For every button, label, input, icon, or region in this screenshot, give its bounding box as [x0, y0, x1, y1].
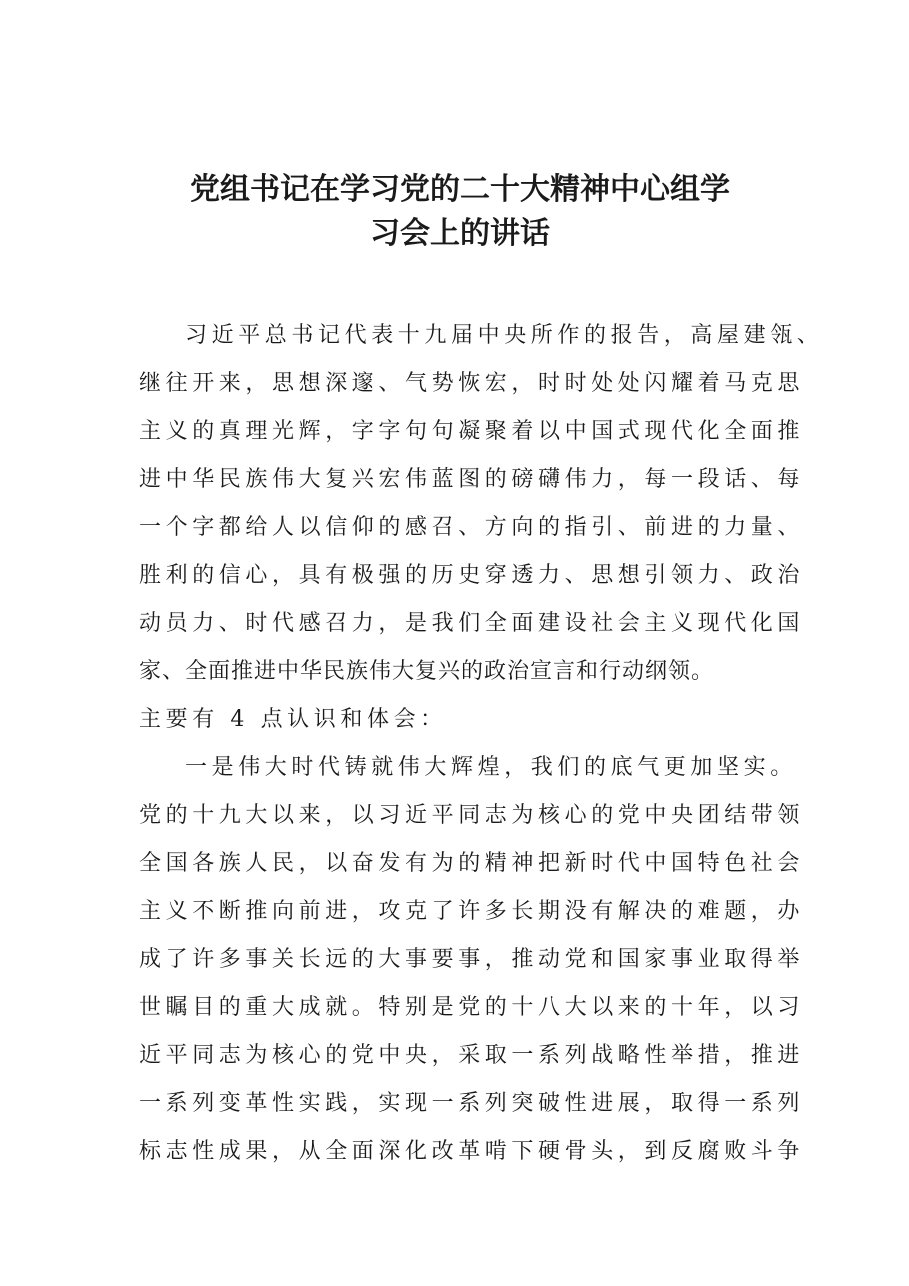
- title-line-1: 党组书记在学习党的二十大精神中心组学: [190, 172, 730, 207]
- paragraph-line: 近平同志为核心的党中央，采取一系列战略性举措，推进: [139, 1043, 805, 1068]
- paragraph-line: 家、全面推进中华民族伟大复兴的政治宣言和行动纲领。: [139, 659, 715, 684]
- paragraph-line: 胜利的信心，具有极强的历史穿透力、思想引领力、政治: [139, 563, 805, 588]
- paragraph-line: 进中华民族伟大复兴宏伟蓝图的磅礴伟力，每一段话、每: [139, 467, 805, 492]
- document-title: [110, 168, 810, 256]
- paragraph-line: 世瞩目的重大成就。特别是党的十八大以来的十年，以习: [139, 995, 805, 1020]
- paragraph-line: 动员力、时代感召力，是我们全面建设社会主义现代化国: [139, 611, 805, 636]
- paragraph-line: 一系列变革性实践，实现一系列突破性进展，取得一系列: [139, 1091, 805, 1116]
- paragraph-line: 党的十九大以来，以习近平同志为核心的党中央团结带领: [139, 803, 805, 828]
- paragraph-line: 主义不断推向前进，攻克了许多长期没有解决的难题，办: [139, 899, 805, 924]
- paragraph-line: 继往开来，思想深邃、气势恢宏，时时处处闪耀着马克思: [139, 371, 805, 396]
- paragraph-line: 标志性成果，从全面深化改革啃下硬骨头，到反腐败斗争: [139, 1139, 805, 1164]
- title-line-2: 习会上的讲话: [370, 216, 550, 251]
- paragraph-line: 一是伟大时代铸就伟大辉煌，我们的底气更加坚实。: [185, 755, 797, 780]
- paragraph-2: [139, 744, 805, 1176]
- paragraph-line: 一个字都给人以信仰的感召、方向的指引、前进的力量、: [139, 515, 805, 540]
- paragraph-line: 全国各族人民，以奋发有为的精神把新时代中国特色社会: [139, 851, 805, 876]
- paragraph-1: [139, 312, 824, 744]
- paragraph-line: 主义的真理光辉，字字句句凝聚着以中国式现代化全面推: [139, 419, 805, 444]
- paragraph-line: 习近平总书记代表十九届中央所作的报告，高屋建瓴、: [185, 323, 824, 348]
- document-body: [139, 312, 824, 1176]
- paragraph-line: 主要有 4 点认识和体会：: [139, 707, 447, 732]
- paragraph-line: 成了许多事关长远的大事要事，推动党和国家事业取得举: [139, 947, 805, 972]
